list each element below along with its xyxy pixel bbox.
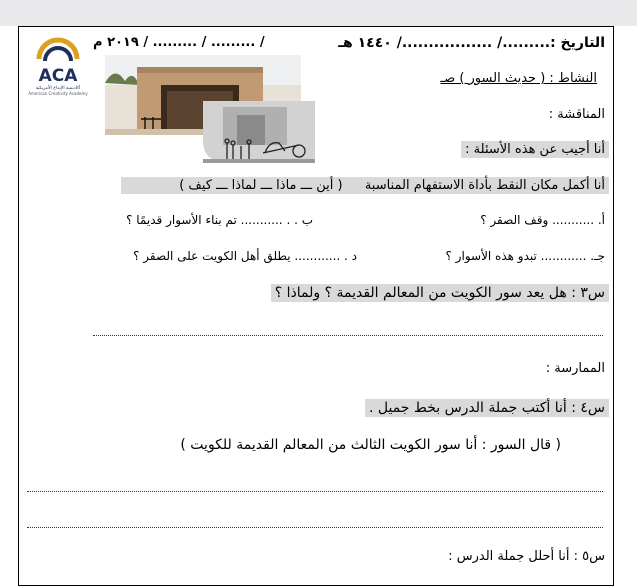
- q3-label: س٣ : هل يعد سور الكويت من المعالم القديمة ؟ ولماذا ؟: [271, 284, 609, 302]
- q1-item-a: أ. ........... وقف الصقر ؟: [480, 213, 605, 227]
- historic-wall-photo: [203, 101, 315, 163]
- q1-item-b: ب . . ........... تم بناء الأسوار قديمًا ؟: [126, 213, 313, 227]
- q4-answer-line-2[interactable]: [27, 527, 603, 528]
- q1-instruction: أنا أكمل مكان النقط بأداة الاستفهام المناسبة: [364, 178, 605, 193]
- date-gregorian: / ......... / ......... / ٢٠١٩ م: [93, 35, 265, 50]
- q1-item-d: د . ............ يطلق أهل الكويت على الصقر ؟: [133, 249, 357, 263]
- q1-instruction-row: [121, 177, 609, 194]
- q5-label: س٥ : أنا أحلل جملة الدرس :: [448, 549, 605, 564]
- worksheet-page: [18, 26, 614, 586]
- activity-label: النشاط : ( حديث السور ) صـ: [440, 71, 597, 86]
- discussion-label: المناقشة :: [548, 107, 605, 122]
- top-gray-bar: [0, 0, 637, 26]
- q4-label: س٤ : أنا أكتب جملة الدرس بخط جميل .: [365, 399, 609, 417]
- questions-intro: أنا أجيب عن هذه الأسئلة :: [461, 141, 609, 158]
- q1-item-c: جـ. ............ تبدو هذه الأسوار ؟: [445, 249, 605, 263]
- q1-options: ( أين ـــ ماذا ـــ لماذا ـــ كيف ): [179, 178, 343, 193]
- q3-answer-line[interactable]: [93, 335, 603, 336]
- logo-subtitle-en: American Creativity Academy: [28, 91, 88, 96]
- practice-label: الممارسة :: [545, 361, 605, 376]
- aca-logo: [25, 37, 91, 99]
- date-hijri: التاريخ :........./ ................./ ١٤٤٠ هـ: [338, 35, 605, 51]
- q4-answer-line-1[interactable]: [27, 491, 603, 492]
- logo-subtitle: أكاديمية الإبداع الأمريكية: [35, 86, 81, 91]
- q4-sentence: ( قال السور : أنا سور الكويت الثالث من المعالم القديمة للكويت ): [180, 437, 561, 453]
- logo-text: ACA: [38, 66, 78, 86]
